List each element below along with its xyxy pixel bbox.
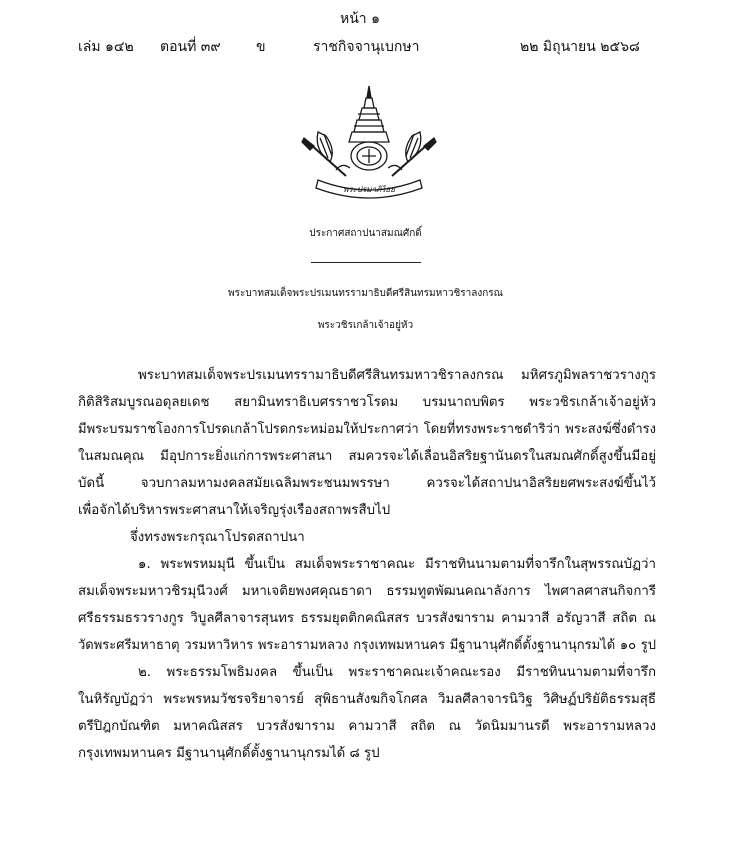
page-number: หน้า ๑ [340,11,380,27]
body-line: ๑. พระพรหมมุนี ขึ้นเป็น สมเด็จพระราชาคณะ มีราชทินนามตามที่จารึกในสุพรรณบัฏว่า [138,557,656,572]
volume-number: เล่ม ๑๔๒ [78,39,134,55]
gazette-name: ราชกิจจานุเบกษา [313,39,420,55]
emblem-ribbon-text: พระปรมาภิไธย [343,185,395,194]
body-line: ศรีธรรมธรวรางกูร วิบูลศีลาจารสุนทร ธรรมยุตติกคณิสสร บวรสังฆาราม คามวาสี อรัญวาสี สถิต ณ [78,611,656,626]
body-line: มีพระบรมราชโองการโปรดเกล้าโปรดกระหม่อมให้ประกาศว่า โดยที่ทรงพระราชดำริว่า พระสงฆ์ซึ่งดำรง [78,422,656,437]
body-line: ในหิรัญบัฏว่า พระพรหมวัชรจริยาจารย์ สุพิธานสังฆกิจโกศล วิมลศีลาจารนิวิฐ วิศิษฏ์ปริยัติธรรมสุธี [78,692,656,707]
issue-number: ตอนที่ ๓๙ [160,39,221,55]
publication-date: ๒๒ มิถุนายน ๒๕๖๘ [520,39,640,55]
title-divider [311,262,421,263]
section-letter: ข [256,39,266,55]
body-line: ในสมณคุณ มีอุปการะยิ่งแก่การพระศาสนา สมควรจะได้เลื่อนอิสริยฐานันดรในสมณศักดิ์สูงขึ้นมีอยู่ [78,449,656,464]
body-line: จึ่งทรงพระกรุณาโปรดสถาปนา [130,530,305,545]
body-line: พระบาทสมเด็จพระปรเมนทรรามาธิบดีศรีสินทรมหาวชิราลงกรณ มหิศรภูมิพลราชวรางกูร [138,368,656,383]
body-line: บัดนี้ จวบกาลมหามงคลสมัยเฉลิมพระชนมพรรษา ควรจะได้สถาปนาอิสริยยศพระสงฆ์ขึ้นไว้ [78,476,656,491]
body-line: สมเด็จพระมหาวชิรมุนีวงศ์ มหาเจติยพงศคุณธาดา ธรรมทูตพัฒนคณาลังการ ไพศาลศาสนกิจการี [78,584,656,599]
king-name-line-2: พระวชิรเกล้าเจ้าอยู่หัว [317,320,414,331]
king-name-line-1: พระบาทสมเด็จพระปรเมนทรรามาธิบดีศรีสินทรมหาวชิราลงกรณ [228,288,503,299]
announcement-title: ประกาศสถาปนาสมณศักดิ์ [309,228,422,239]
body-line: ๒. พระธรรมโพธิมงคล ขึ้นเป็น พระราชาคณะเจ้าคณะรอง มีราชทินนามตามที่จารึก [138,665,656,680]
body-line: ตรีปิฎกบัณฑิต มหาคณิสสร บวรสังฆาราม คามวาสี สถิต ณ วัดนิมมานรดี พระอารามหลวง [78,719,656,734]
body-line: เพื่อจักได้บริหารพระศาสนาให้เจริญรุ่งเรืองสถาพรสืบไป [78,503,391,518]
royal-emblem-icon [296,84,442,204]
body-line: กิติสิริสมบูรณอดุลยเดช สยามินทราธิเบศรราชวโรดม บรมนาถบพิตร พระวชิรเกล้าเจ้าอยู่หัว [78,395,656,410]
body-line: วัดพระศรีมหาธาตุ วรมหาวิหาร พระอารามหลวง กรุงเทพมหานคร มีฐานานุศักดิ์ตั้งฐานานุกรมได้ ๑๐ รูป [78,638,656,653]
body-line: กรุงเทพมหานคร มีฐานานุศักดิ์ตั้งฐานานุกรมได้ ๘ รูป [78,746,380,761]
